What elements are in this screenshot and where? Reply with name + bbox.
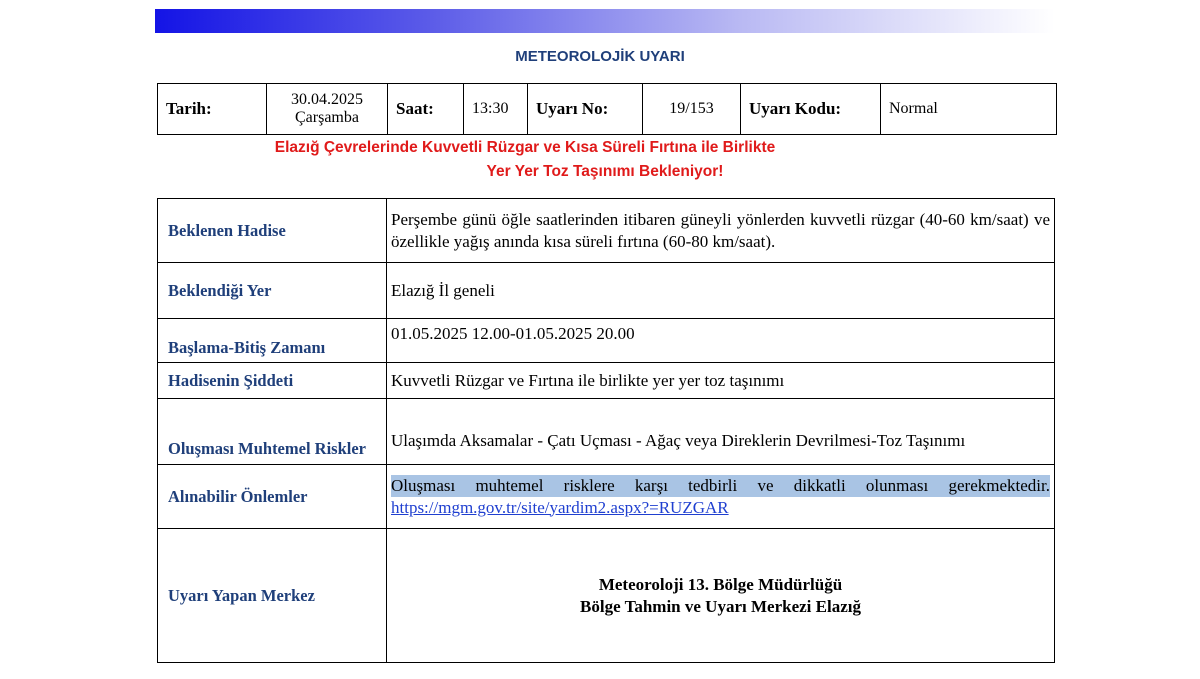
risks-value: Ulaşımda Aksamalar - Çatı Uçması - Ağaç veya Direklerin Devrilmesi-Toz Taşınımı (387, 399, 1055, 465)
date-value: 30.04.2025 (291, 91, 363, 108)
measures-link[interactable]: https://mgm.gov.tr/site/yardim2.aspx?=RUZGAR (391, 497, 729, 517)
header-gradient-bar (155, 9, 1055, 33)
table-row (158, 199, 1055, 263)
date-cell (267, 84, 388, 135)
headline-line-2: Yer Yer Toz Taşınımı Bekleniyor! (486, 163, 724, 180)
warning-code-label: Uyarı Kodu: (741, 84, 881, 135)
severity-label: Hadisenin Şiddeti (158, 363, 387, 399)
day-value: Çarşamba (295, 109, 359, 126)
event-label: Beklenen Hadise (158, 199, 387, 263)
measures-label: Alınabilir Önlemler (158, 465, 387, 529)
measures-cell (387, 465, 1055, 529)
event-value: Perşembe günü öğle saatlerinden itibaren güneyli yönlerden kuvvetli rüzgar (40-60 km/saat) ve özellikle yağış anında kısa süreli fırtına (60-80 km/saat). (387, 199, 1055, 263)
table-row (158, 363, 1055, 399)
center-cell (387, 529, 1055, 663)
date-label: Tarih: (158, 84, 267, 135)
center-line-2: Bölge Tahmin ve Uyarı Merkezi Elazığ (580, 596, 861, 616)
period-value: 01.05.2025 12.00-01.05.2025 20.00 (387, 319, 1055, 363)
location-value: Elazığ İl geneli (387, 263, 1055, 319)
table-row (158, 529, 1055, 663)
time-value: 13:30 (464, 84, 528, 135)
warning-no-value: 19/153 (643, 84, 741, 135)
table-row (158, 263, 1055, 319)
warning-code-value: Normal (881, 84, 1057, 135)
measures-value: Oluşması muhtemel risklere karşı tedbirli ve dikkatli olunması gerekmektedir. (391, 475, 1050, 495)
time-label: Saat: (388, 84, 464, 135)
warning-info-table (157, 83, 1057, 135)
warning-details-table (157, 198, 1055, 663)
risks-label: Oluşması Muhtemel Riskler (158, 399, 387, 465)
table-row (158, 465, 1055, 529)
warning-no-label: Uyarı No: (528, 84, 643, 135)
center-label: Uyarı Yapan Merkez (158, 529, 387, 663)
severity-value: Kuvvetli Rüzgar ve Fırtına ile birlikte yer yer toz taşınımı (387, 363, 1055, 399)
table-row (158, 399, 1055, 465)
location-label: Beklendiği Yer (158, 263, 387, 319)
warning-info-row (158, 84, 1057, 135)
table-row (158, 319, 1055, 363)
period-label: Başlama-Bitiş Zamanı (158, 319, 387, 363)
headline-line-1: Elazığ Çevrelerinde Kuvvetli Rüzgar ve Kısa Süreli Fırtına ile Birlikte (274, 139, 776, 156)
center-line-1: Meteoroloji 13. Bölge Müdürlüğü (598, 574, 843, 594)
document-title: METEOROLOJİK UYARI (515, 48, 685, 65)
